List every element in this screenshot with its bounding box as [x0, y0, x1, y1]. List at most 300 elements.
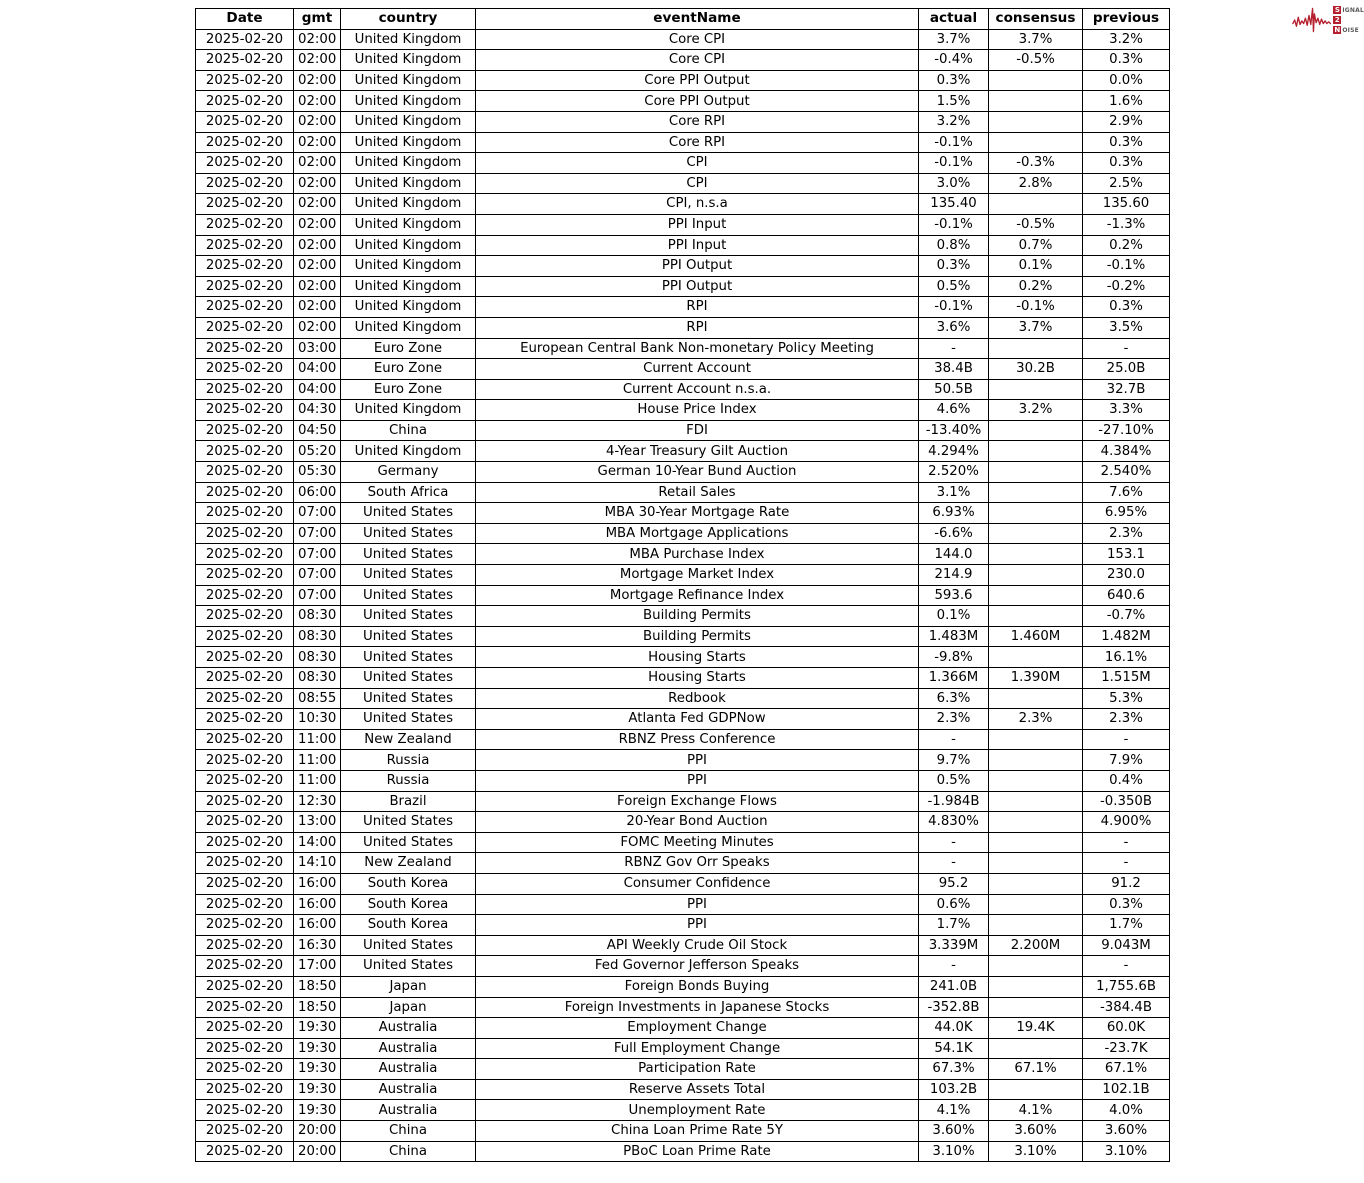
- table-row: [196, 976, 1170, 997]
- cell-previous: 0.4%: [1083, 770, 1170, 791]
- cell-country: United Kingdom: [341, 29, 476, 50]
- cell-country: Japan: [341, 976, 476, 997]
- cell-event-name: PPI Output: [476, 256, 919, 277]
- cell-gmt: 04:00: [294, 359, 341, 380]
- cell-date: 2025-02-20: [196, 132, 294, 153]
- cell-actual: 9.7%: [919, 750, 989, 771]
- cell-date: 2025-02-20: [196, 812, 294, 833]
- cell-country: United Kingdom: [341, 297, 476, 318]
- column-header-previous: previous: [1083, 9, 1170, 30]
- cell-country: United Kingdom: [341, 235, 476, 256]
- cell-country: United Kingdom: [341, 441, 476, 462]
- column-header-eventname: eventName: [476, 9, 919, 30]
- cell-event-name: House Price Index: [476, 400, 919, 421]
- cell-date: 2025-02-20: [196, 647, 294, 668]
- cell-event-name: API Weekly Crude Oil Stock: [476, 935, 919, 956]
- table-row: [196, 70, 1170, 91]
- cell-date: 2025-02-20: [196, 29, 294, 50]
- cell-previous: 1.515M: [1083, 668, 1170, 689]
- cell-previous: -0.1%: [1083, 256, 1170, 277]
- cell-previous: 3.10%: [1083, 1141, 1170, 1162]
- cell-country: South Korea: [341, 873, 476, 894]
- table-row: [196, 935, 1170, 956]
- cell-actual: 3.2%: [919, 111, 989, 132]
- cell-consensus: [989, 91, 1083, 112]
- cell-gmt: 08:30: [294, 668, 341, 689]
- cell-date: 2025-02-20: [196, 791, 294, 812]
- cell-consensus: [989, 420, 1083, 441]
- cell-event-name: PPI Input: [476, 214, 919, 235]
- signal-2-noise-logo: [1292, 2, 1364, 38]
- cell-gmt: 02:00: [294, 173, 341, 194]
- cell-event-name: Core CPI: [476, 29, 919, 50]
- cell-previous: 1,755.6B: [1083, 976, 1170, 997]
- cell-date: 2025-02-20: [196, 544, 294, 565]
- cell-gmt: 08:30: [294, 647, 341, 668]
- cell-country: New Zealand: [341, 729, 476, 750]
- cell-date: 2025-02-20: [196, 523, 294, 544]
- cell-country: United States: [341, 956, 476, 977]
- cell-consensus: [989, 585, 1083, 606]
- cell-event-name: Current Account n.s.a.: [476, 379, 919, 400]
- table-row: [196, 1100, 1170, 1121]
- cell-gmt: 07:00: [294, 585, 341, 606]
- cell-date: 2025-02-20: [196, 441, 294, 462]
- cell-date: 2025-02-20: [196, 91, 294, 112]
- cell-country: United States: [341, 832, 476, 853]
- cell-event-name: Current Account: [476, 359, 919, 380]
- cell-consensus: [989, 544, 1083, 565]
- cell-date: 2025-02-20: [196, 1121, 294, 1142]
- cell-actual: -: [919, 338, 989, 359]
- cell-date: 2025-02-20: [196, 770, 294, 791]
- cell-event-name: Full Employment Change: [476, 1038, 919, 1059]
- cell-gmt: 19:30: [294, 1018, 341, 1039]
- cell-actual: -0.1%: [919, 297, 989, 318]
- cell-actual: 241.0B: [919, 976, 989, 997]
- logo-box-s: S: [1334, 5, 1340, 14]
- cell-previous: 7.9%: [1083, 750, 1170, 771]
- cell-actual: 135.40: [919, 194, 989, 215]
- cell-previous: -0.7%: [1083, 606, 1170, 627]
- cell-gmt: 16:00: [294, 873, 341, 894]
- cell-event-name: PBoC Loan Prime Rate: [476, 1141, 919, 1162]
- cell-event-name: Atlanta Fed GDPNow: [476, 709, 919, 730]
- cell-event-name: German 10-Year Bund Auction: [476, 462, 919, 483]
- cell-date: 2025-02-20: [196, 1079, 294, 1100]
- cell-actual: 3.0%: [919, 173, 989, 194]
- cell-previous: -0.2%: [1083, 276, 1170, 297]
- logo-box-n: N: [1334, 25, 1341, 34]
- cell-previous: -384.4B: [1083, 997, 1170, 1018]
- cell-actual: -: [919, 832, 989, 853]
- cell-gmt: 02:00: [294, 153, 341, 174]
- cell-event-name: European Central Bank Non-monetary Policy Meeting: [476, 338, 919, 359]
- table-row: [196, 214, 1170, 235]
- cell-gmt: 02:00: [294, 132, 341, 153]
- logo-wordmark: [1333, 6, 1364, 35]
- cell-country: United States: [341, 668, 476, 689]
- cell-country: Russia: [341, 770, 476, 791]
- cell-gmt: 02:00: [294, 276, 341, 297]
- cell-actual: 44.0K: [919, 1018, 989, 1039]
- cell-event-name: MBA Mortgage Applications: [476, 523, 919, 544]
- table-row: [196, 297, 1170, 318]
- table-row: [196, 853, 1170, 874]
- table-row: [196, 482, 1170, 503]
- table-row: [196, 1121, 1170, 1142]
- logo-rest-ignal: IGNAL: [1342, 6, 1364, 14]
- cell-consensus: 3.60%: [989, 1121, 1083, 1142]
- cell-date: 2025-02-20: [196, 915, 294, 936]
- cell-event-name: FOMC Meeting Minutes: [476, 832, 919, 853]
- table-row: [196, 338, 1170, 359]
- table-row: [196, 606, 1170, 627]
- cell-date: 2025-02-20: [196, 750, 294, 771]
- cell-actual: -6.6%: [919, 523, 989, 544]
- cell-country: United States: [341, 523, 476, 544]
- cell-consensus: [989, 647, 1083, 668]
- cell-country: New Zealand: [341, 853, 476, 874]
- cell-consensus: [989, 750, 1083, 771]
- cell-gmt: 07:00: [294, 544, 341, 565]
- cell-previous: 60.0K: [1083, 1018, 1170, 1039]
- cell-event-name: PPI: [476, 770, 919, 791]
- table-row: [196, 173, 1170, 194]
- cell-consensus: [989, 462, 1083, 483]
- table-row: [196, 770, 1170, 791]
- cell-date: 2025-02-20: [196, 153, 294, 174]
- cell-consensus: [989, 729, 1083, 750]
- cell-actual: 0.5%: [919, 276, 989, 297]
- cell-date: 2025-02-20: [196, 400, 294, 421]
- cell-gmt: 02:00: [294, 235, 341, 256]
- cell-country: United States: [341, 688, 476, 709]
- cell-country: United Kingdom: [341, 91, 476, 112]
- economic-calendar-table: [195, 8, 1170, 1162]
- table-row: [196, 1141, 1170, 1162]
- cell-country: United States: [341, 626, 476, 647]
- cell-gmt: 20:00: [294, 1141, 341, 1162]
- cell-consensus: 0.7%: [989, 235, 1083, 256]
- cell-gmt: 08:55: [294, 688, 341, 709]
- cell-gmt: 19:30: [294, 1100, 341, 1121]
- cell-previous: 1.7%: [1083, 915, 1170, 936]
- cell-previous: 25.0B: [1083, 359, 1170, 380]
- waveform-icon: [1292, 3, 1331, 37]
- cell-event-name: Mortgage Market Index: [476, 565, 919, 586]
- cell-actual: 2.3%: [919, 709, 989, 730]
- cell-previous: 153.1: [1083, 544, 1170, 565]
- cell-previous: 2.5%: [1083, 173, 1170, 194]
- cell-country: United Kingdom: [341, 50, 476, 71]
- cell-event-name: Housing Starts: [476, 647, 919, 668]
- cell-country: United Kingdom: [341, 132, 476, 153]
- cell-consensus: [989, 503, 1083, 524]
- cell-actual: 3.1%: [919, 482, 989, 503]
- table-row: [196, 688, 1170, 709]
- cell-consensus: -0.5%: [989, 214, 1083, 235]
- cell-previous: 6.95%: [1083, 503, 1170, 524]
- table-row: [196, 359, 1170, 380]
- cell-previous: 1.482M: [1083, 626, 1170, 647]
- cell-country: China: [341, 420, 476, 441]
- cell-actual: 3.6%: [919, 317, 989, 338]
- cell-event-name: Reserve Assets Total: [476, 1079, 919, 1100]
- table-row: [196, 812, 1170, 833]
- cell-date: 2025-02-20: [196, 503, 294, 524]
- cell-actual: -0.1%: [919, 214, 989, 235]
- table-row: [196, 462, 1170, 483]
- cell-consensus: [989, 70, 1083, 91]
- cell-previous: 2.540%: [1083, 462, 1170, 483]
- cell-gmt: 13:00: [294, 812, 341, 833]
- cell-previous: 230.0: [1083, 565, 1170, 586]
- cell-event-name: Employment Change: [476, 1018, 919, 1039]
- cell-gmt: 02:00: [294, 91, 341, 112]
- table-body: [196, 29, 1170, 1162]
- cell-gmt: 02:00: [294, 317, 341, 338]
- cell-gmt: 19:30: [294, 1038, 341, 1059]
- table-row: [196, 441, 1170, 462]
- cell-actual: 1.5%: [919, 91, 989, 112]
- table-row: [196, 956, 1170, 977]
- cell-country: United Kingdom: [341, 194, 476, 215]
- cell-actual: 1.366M: [919, 668, 989, 689]
- cell-actual: 0.3%: [919, 70, 989, 91]
- cell-event-name: CPI: [476, 173, 919, 194]
- cell-gmt: 12:30: [294, 791, 341, 812]
- cell-date: 2025-02-20: [196, 1038, 294, 1059]
- cell-country: Australia: [341, 1059, 476, 1080]
- cell-consensus: [989, 482, 1083, 503]
- cell-country: United Kingdom: [341, 317, 476, 338]
- cell-event-name: Core PPI Output: [476, 70, 919, 91]
- cell-gmt: 08:30: [294, 606, 341, 627]
- cell-country: United Kingdom: [341, 214, 476, 235]
- cell-consensus: 67.1%: [989, 1059, 1083, 1080]
- cell-previous: 4.900%: [1083, 812, 1170, 833]
- cell-date: 2025-02-20: [196, 111, 294, 132]
- cell-consensus: 19.4K: [989, 1018, 1083, 1039]
- cell-actual: 38.4B: [919, 359, 989, 380]
- table-row: [196, 235, 1170, 256]
- cell-date: 2025-02-20: [196, 668, 294, 689]
- cell-date: 2025-02-20: [196, 235, 294, 256]
- cell-previous: 102.1B: [1083, 1079, 1170, 1100]
- cell-gmt: 16:00: [294, 894, 341, 915]
- cell-consensus: [989, 812, 1083, 833]
- cell-event-name: RPI: [476, 297, 919, 318]
- cell-consensus: [989, 194, 1083, 215]
- cell-previous: -: [1083, 338, 1170, 359]
- cell-date: 2025-02-20: [196, 832, 294, 853]
- cell-previous: 3.3%: [1083, 400, 1170, 421]
- cell-consensus: 3.2%: [989, 400, 1083, 421]
- cell-previous: 3.60%: [1083, 1121, 1170, 1142]
- cell-previous: -1.3%: [1083, 214, 1170, 235]
- table-row: [196, 276, 1170, 297]
- cell-gmt: 20:00: [294, 1121, 341, 1142]
- cell-previous: 9.043M: [1083, 935, 1170, 956]
- cell-event-name: CPI: [476, 153, 919, 174]
- cell-event-name: Foreign Bonds Buying: [476, 976, 919, 997]
- cell-country: United States: [341, 565, 476, 586]
- cell-previous: 0.3%: [1083, 132, 1170, 153]
- cell-event-name: Foreign Exchange Flows: [476, 791, 919, 812]
- cell-date: 2025-02-20: [196, 709, 294, 730]
- cell-gmt: 02:00: [294, 50, 341, 71]
- cell-event-name: Foreign Investments in Japanese Stocks: [476, 997, 919, 1018]
- cell-previous: 0.2%: [1083, 235, 1170, 256]
- cell-gmt: 07:00: [294, 503, 341, 524]
- cell-consensus: 30.2B: [989, 359, 1083, 380]
- cell-date: 2025-02-20: [196, 214, 294, 235]
- cell-actual: -: [919, 853, 989, 874]
- cell-event-name: Redbook: [476, 688, 919, 709]
- cell-consensus: [989, 688, 1083, 709]
- cell-country: South Africa: [341, 482, 476, 503]
- cell-actual: -: [919, 956, 989, 977]
- cell-previous: 5.3%: [1083, 688, 1170, 709]
- cell-consensus: 4.1%: [989, 1100, 1083, 1121]
- cell-gmt: 11:00: [294, 729, 341, 750]
- cell-country: United States: [341, 503, 476, 524]
- cell-gmt: 02:00: [294, 297, 341, 318]
- cell-gmt: 16:00: [294, 915, 341, 936]
- cell-actual: 4.1%: [919, 1100, 989, 1121]
- cell-country: United Kingdom: [341, 70, 476, 91]
- table-row: [196, 194, 1170, 215]
- cell-event-name: PPI: [476, 750, 919, 771]
- cell-event-name: 4-Year Treasury Gilt Auction: [476, 441, 919, 462]
- cell-country: United States: [341, 812, 476, 833]
- logo-line-two: [1333, 16, 1364, 25]
- table-row: [196, 626, 1170, 647]
- cell-gmt: 17:00: [294, 956, 341, 977]
- table-row: [196, 873, 1170, 894]
- cell-consensus: -0.5%: [989, 50, 1083, 71]
- cell-previous: -23.7K: [1083, 1038, 1170, 1059]
- cell-date: 2025-02-20: [196, 997, 294, 1018]
- cell-actual: 3.339M: [919, 935, 989, 956]
- cell-date: 2025-02-20: [196, 853, 294, 874]
- cell-consensus: [989, 956, 1083, 977]
- cell-actual: 103.2B: [919, 1079, 989, 1100]
- cell-consensus: [989, 791, 1083, 812]
- cell-country: United States: [341, 606, 476, 627]
- cell-date: 2025-02-20: [196, 420, 294, 441]
- logo-line-noise: [1333, 26, 1364, 35]
- cell-actual: 0.1%: [919, 606, 989, 627]
- cell-gmt: 03:00: [294, 338, 341, 359]
- cell-consensus: [989, 832, 1083, 853]
- cell-previous: 0.0%: [1083, 70, 1170, 91]
- column-header-actual: actual: [919, 9, 989, 30]
- cell-gmt: 04:30: [294, 400, 341, 421]
- cell-actual: 0.6%: [919, 894, 989, 915]
- cell-event-name: Housing Starts: [476, 668, 919, 689]
- cell-event-name: Consumer Confidence: [476, 873, 919, 894]
- table-row: [196, 997, 1170, 1018]
- cell-actual: 0.5%: [919, 770, 989, 791]
- cell-event-name: China Loan Prime Rate 5Y: [476, 1121, 919, 1142]
- column-header-country: country: [341, 9, 476, 30]
- cell-actual: -0.1%: [919, 153, 989, 174]
- cell-gmt: 11:00: [294, 770, 341, 791]
- cell-date: 2025-02-20: [196, 606, 294, 627]
- table-row: [196, 50, 1170, 71]
- cell-date: 2025-02-20: [196, 482, 294, 503]
- cell-previous: 16.1%: [1083, 647, 1170, 668]
- cell-previous: -: [1083, 832, 1170, 853]
- table-row: [196, 317, 1170, 338]
- cell-consensus: [989, 1079, 1083, 1100]
- cell-actual: 67.3%: [919, 1059, 989, 1080]
- cell-actual: -0.1%: [919, 132, 989, 153]
- cell-consensus: [989, 997, 1083, 1018]
- cell-country: Japan: [341, 997, 476, 1018]
- cell-previous: 4.0%: [1083, 1100, 1170, 1121]
- table-row: [196, 91, 1170, 112]
- table-row: [196, 647, 1170, 668]
- cell-consensus: [989, 915, 1083, 936]
- economic-calendar-table-container: [195, 8, 1169, 1162]
- cell-gmt: 02:00: [294, 256, 341, 277]
- cell-event-name: Mortgage Refinance Index: [476, 585, 919, 606]
- cell-event-name: PPI Output: [476, 276, 919, 297]
- cell-country: China: [341, 1121, 476, 1142]
- cell-actual: 4.294%: [919, 441, 989, 462]
- cell-country: United Kingdom: [341, 256, 476, 277]
- cell-previous: 2.3%: [1083, 523, 1170, 544]
- logo-rest-oise: OISE: [1342, 26, 1359, 34]
- cell-event-name: Building Permits: [476, 606, 919, 627]
- cell-date: 2025-02-20: [196, 359, 294, 380]
- cell-date: 2025-02-20: [196, 1059, 294, 1080]
- table-row: [196, 111, 1170, 132]
- table-row: [196, 544, 1170, 565]
- cell-country: China: [341, 1141, 476, 1162]
- cell-previous: 0.3%: [1083, 297, 1170, 318]
- cell-previous: 4.384%: [1083, 441, 1170, 462]
- table-row: [196, 379, 1170, 400]
- cell-date: 2025-02-20: [196, 1100, 294, 1121]
- cell-consensus: 1.390M: [989, 668, 1083, 689]
- cell-gmt: 04:00: [294, 379, 341, 400]
- cell-actual: -9.8%: [919, 647, 989, 668]
- cell-consensus: 0.1%: [989, 256, 1083, 277]
- table-row: [196, 565, 1170, 586]
- cell-gmt: 10:30: [294, 709, 341, 730]
- cell-country: United States: [341, 544, 476, 565]
- cell-date: 2025-02-20: [196, 935, 294, 956]
- table-row: [196, 668, 1170, 689]
- table-row: [196, 1079, 1170, 1100]
- cell-consensus: 3.7%: [989, 317, 1083, 338]
- table-row: [196, 894, 1170, 915]
- cell-previous: 32.7B: [1083, 379, 1170, 400]
- cell-consensus: 1.460M: [989, 626, 1083, 647]
- cell-actual: 0.3%: [919, 256, 989, 277]
- cell-country: South Korea: [341, 915, 476, 936]
- table-row: [196, 832, 1170, 853]
- cell-actual: -352.8B: [919, 997, 989, 1018]
- cell-gmt: 04:50: [294, 420, 341, 441]
- logo-box-2: 2: [1334, 15, 1340, 24]
- table-row: [196, 1059, 1170, 1080]
- cell-actual: -0.4%: [919, 50, 989, 71]
